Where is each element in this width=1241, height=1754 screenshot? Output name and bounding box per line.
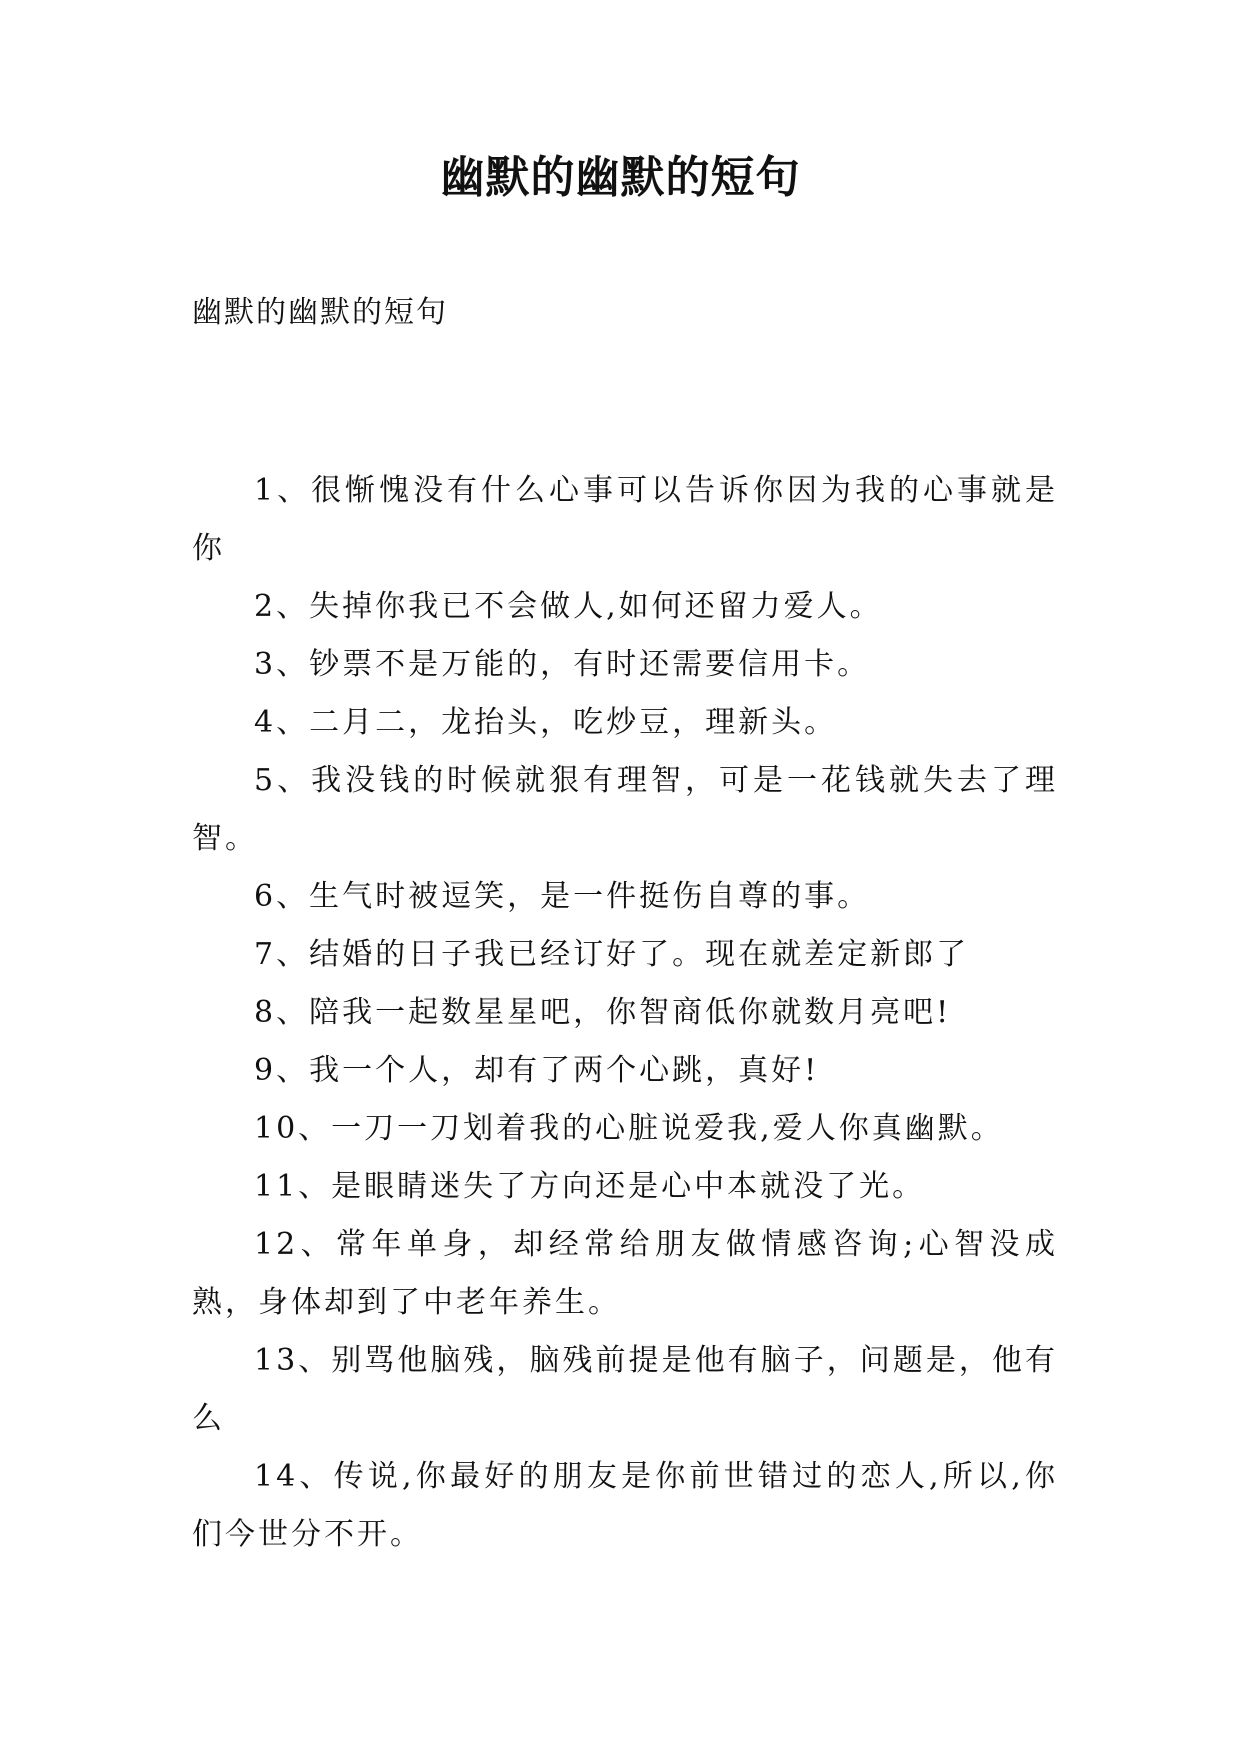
paragraph-list bbox=[192, 462, 1058, 1564]
paragraph: 4、二月二，龙抬头，吃炒豆，理新头。 bbox=[254, 705, 838, 740]
paragraph: 3、钞票不是万能的，有时还需要信用卡。 bbox=[254, 647, 871, 682]
paragraph: 9、我一个人，却有了两个心跳，真好! bbox=[254, 1053, 820, 1088]
paragraph: 6、生气时被逗笑，是一件挺伤自尊的事。 bbox=[254, 879, 871, 914]
paragraph: 11、是眼睛迷失了方向还是心中本就没了光。 bbox=[254, 1169, 926, 1204]
paragraph: 5、我没钱的时候就狠有理智，可是一花钱就失去了理智。 bbox=[192, 763, 1058, 856]
paragraph: 7、结婚的日子我已经订好了。现在就差定新郎了 bbox=[254, 937, 970, 972]
page-title: 幽默的幽默的短句 bbox=[440, 152, 801, 203]
paragraph: 8、陪我一起数星星吧，你智商低你就数月亮吧! bbox=[254, 995, 952, 1030]
paragraph: 2、失掉你我已不会做人,如何还留力爱人。 bbox=[254, 589, 883, 624]
paragraph: 1、很惭愧没有什么心事可以告诉你因为我的心事就是你 bbox=[192, 473, 1058, 566]
document-subtitle: 幽默的幽默的短句 bbox=[192, 295, 448, 330]
paragraph: 10、一刀一刀划着我的心脏说爱我,爱人你真幽默。 bbox=[254, 1111, 1004, 1146]
paragraph: 14、传说,你最好的朋友是你前世错过的恋人,所以,你们今世分不开。 bbox=[192, 1459, 1058, 1552]
paragraph: 13、别骂他脑残，脑残前提是他有脑子，问题是，他有么 bbox=[192, 1343, 1058, 1436]
paragraph: 12、常年单身，却经常给朋友做情感咨询;心智没成熟，身体却到了中老年养生。 bbox=[192, 1227, 1058, 1320]
